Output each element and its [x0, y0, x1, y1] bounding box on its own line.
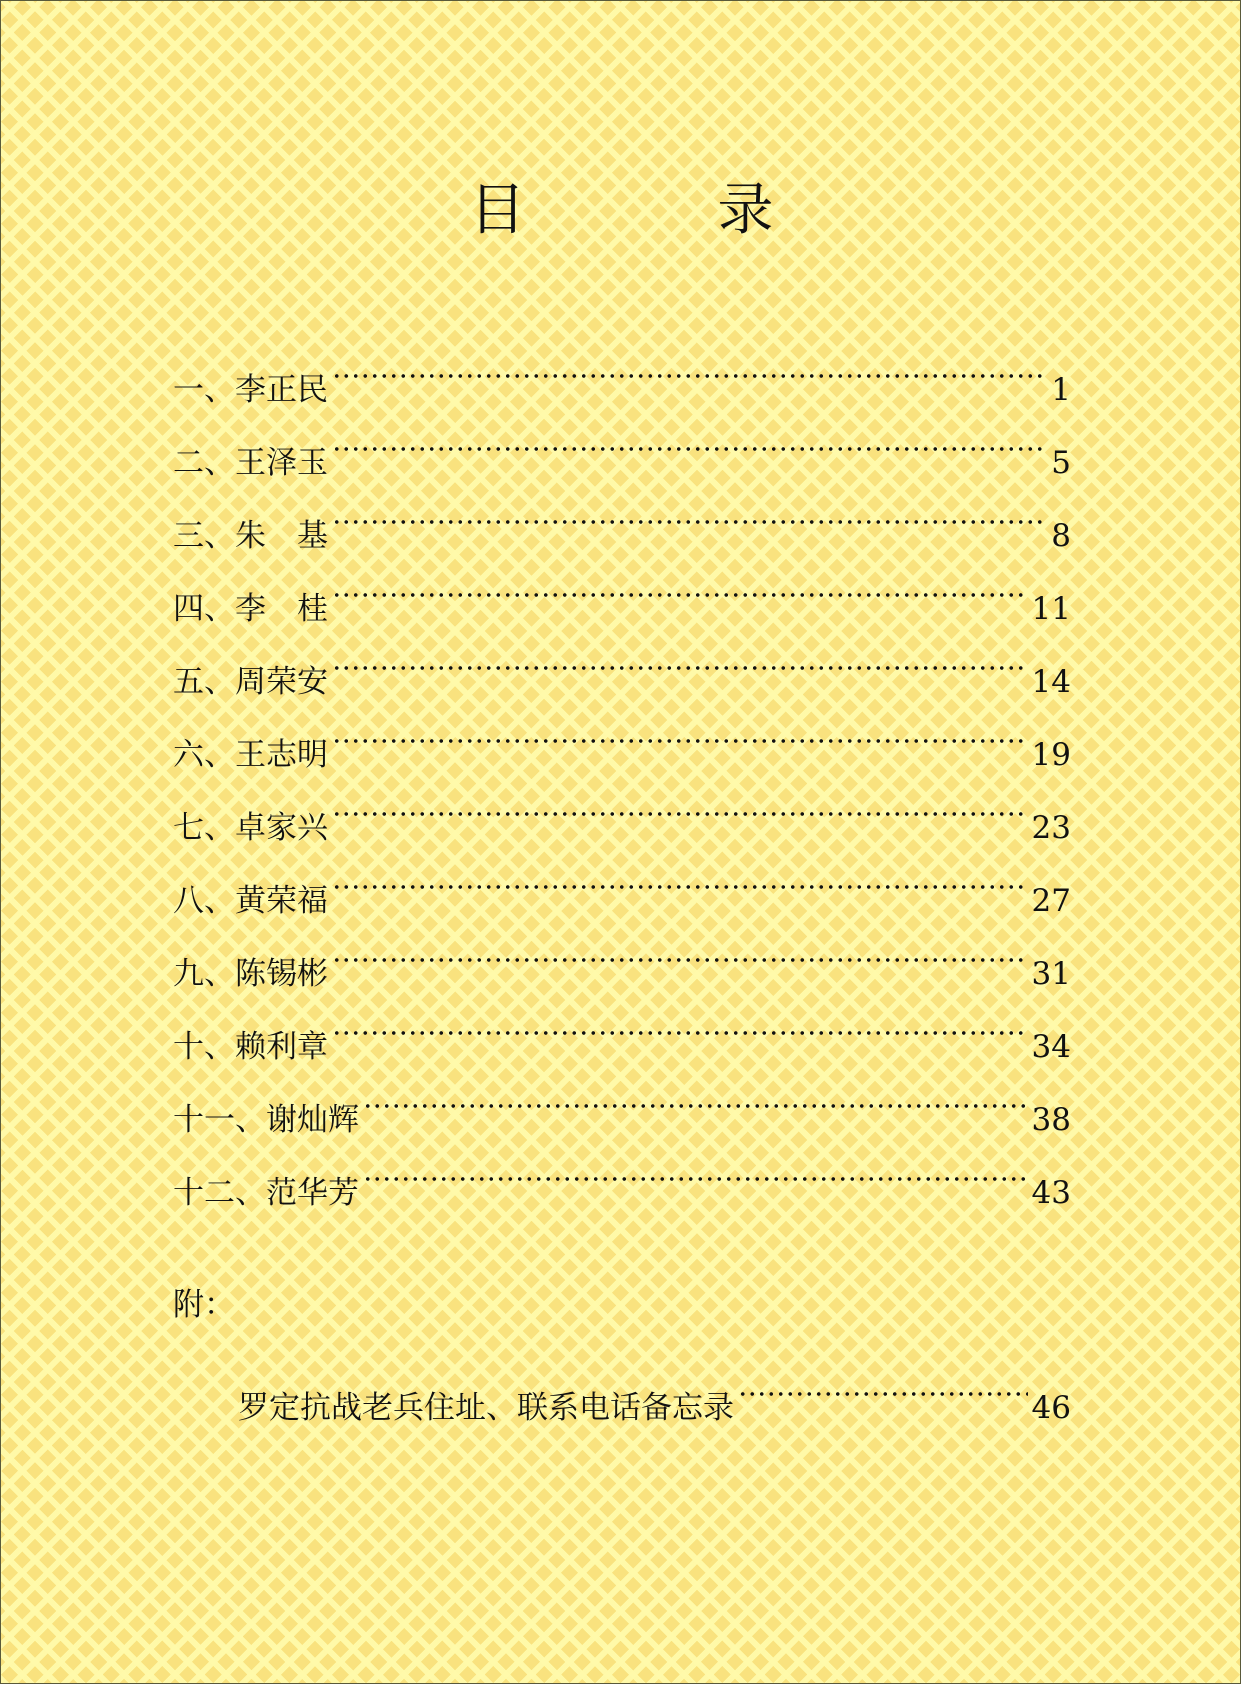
toc-entry-page: 14	[1031, 664, 1071, 700]
toc-entry-label: 九、陈锡彬	[173, 956, 328, 992]
dot-leader	[363, 1057, 1028, 1130]
appendix-entry-row	[238, 1345, 1071, 1426]
appendix-entry-page: 46	[1031, 1390, 1071, 1426]
toc-entry-label: 二、王泽玉	[173, 445, 328, 481]
toc-entry-page: 31	[1031, 956, 1071, 992]
toc-entry[interactable]	[173, 327, 1071, 408]
toc-entry-page: 11	[1031, 591, 1071, 627]
dot-leader	[332, 619, 1028, 692]
toc-entry-page: 1	[1051, 372, 1071, 408]
dot-leader	[738, 1345, 1028, 1418]
page-title: 目 录	[469, 178, 842, 243]
toc-entry-label: 十二、范华芳	[173, 1175, 359, 1211]
toc-entry-label: 五、周荣安	[173, 664, 328, 700]
toc-entry-page: 43	[1031, 1175, 1071, 1211]
toc-entry-label: 四、李 桂	[173, 591, 328, 627]
dot-leader	[332, 692, 1028, 765]
toc-entry-label: 三、朱 基	[173, 518, 328, 554]
dot-leader	[332, 327, 1047, 400]
dot-leader	[332, 765, 1028, 838]
toc-entry-page: 23	[1031, 810, 1071, 846]
toc-entry-page: 34	[1031, 1029, 1071, 1065]
appendix-heading: 附：	[173, 1287, 235, 1323]
toc-entry-page: 8	[1051, 518, 1071, 554]
dot-leader	[332, 546, 1028, 619]
dot-leader	[332, 400, 1047, 473]
toc-entry-label: 十一、谢灿辉	[173, 1102, 359, 1138]
toc-entry-page: 38	[1031, 1102, 1071, 1138]
appendix-entry[interactable]	[238, 1345, 1071, 1426]
table-of-contents	[173, 327, 1071, 1211]
dot-leader	[332, 911, 1028, 984]
dot-leader	[363, 1130, 1028, 1203]
toc-entry-label: 七、卓家兴	[173, 810, 328, 846]
toc-entry-page: 19	[1031, 737, 1071, 773]
toc-entry-page: 5	[1051, 445, 1071, 481]
toc-entry-label: 六、王志明	[173, 737, 328, 773]
dot-leader	[332, 838, 1028, 911]
toc-entry-page: 27	[1031, 883, 1071, 919]
toc-entry-label: 八、黄荣福	[173, 883, 328, 919]
toc-entry-label: 十、赖利章	[173, 1029, 328, 1065]
dot-leader	[332, 473, 1047, 546]
toc-entry-label: 一、李正民	[173, 372, 328, 408]
appendix-entry-label: 罗定抗战老兵住址、联系电话备忘录	[238, 1390, 734, 1426]
dot-leader	[332, 984, 1028, 1057]
